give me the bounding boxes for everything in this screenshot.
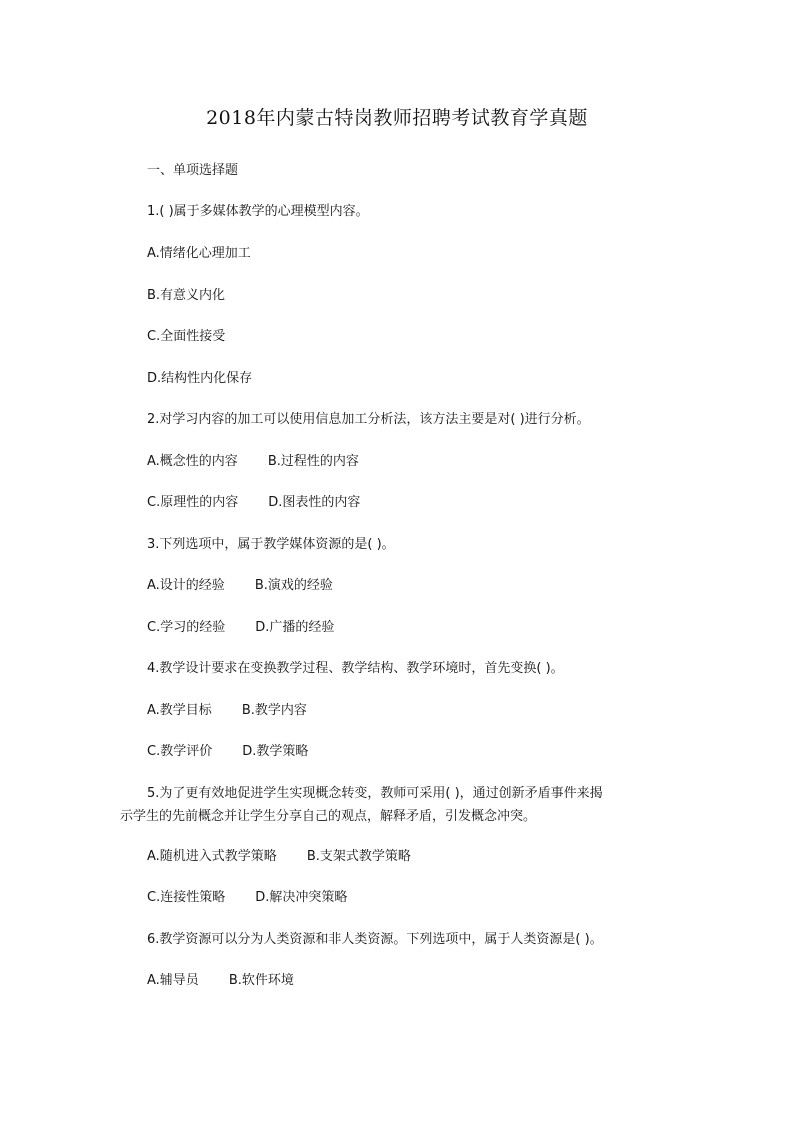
- question-2-option-d: D.图表性的内容: [268, 495, 361, 510]
- question-6-options-row-1: [147, 971, 294, 991]
- question-5-stem-line-2: 示学生的先前概念并让学生分享自己的观点，解释矛盾，引发概念冲突。: [120, 809, 537, 824]
- question-1-option-b: B.有意义内化: [147, 288, 226, 303]
- question-4-option-a: A.教学目标: [147, 703, 212, 718]
- question-3-options-row-2: [147, 618, 334, 638]
- question-5-options-row-1: [147, 847, 411, 867]
- question-3-option-d: D.广播的经验: [255, 620, 335, 635]
- question-1-option-d: D.结构性内化保存: [147, 371, 253, 386]
- question-2-option-b: B.过程性的内容: [267, 454, 359, 469]
- section-heading: 一、单项选择题: [147, 163, 239, 178]
- question-3-options-row-1: [147, 576, 333, 596]
- question-4-option-c: C.教学评价: [147, 744, 213, 759]
- question-2-option-a: A.概念性的内容: [147, 454, 238, 469]
- question-5-stem: [120, 784, 677, 827]
- question-2-options-row-1: [147, 452, 359, 472]
- question-2-stem: 2.对学习内容的加工可以使用信息加工分析法，该方法主要是对( )进行分析。: [147, 412, 590, 427]
- question-2-options-row-2: [147, 493, 360, 513]
- question-6-option-b: B.软件环境: [228, 973, 294, 988]
- question-3-stem: 3.下列选项中，属于教学媒体资源的是( )。: [147, 537, 395, 552]
- question-1-stem: 1.( )属于多媒体教学的心理模型内容。: [147, 204, 369, 219]
- question-5-option-d: D.解决冲突策略: [255, 890, 348, 905]
- question-5-option-b: B.支架式教学策略: [306, 849, 411, 864]
- question-4-options-row-2: [147, 742, 308, 762]
- question-4-options-row-1: [147, 701, 307, 721]
- question-5-option-c: C.连接性策略: [147, 890, 226, 905]
- question-5-option-a: A.随机进入式教学策略: [147, 849, 277, 864]
- question-4-option-d: D.教学策略: [242, 744, 309, 759]
- question-6-stem: 6.教学资源可以分为人类资源和非人类资源。下列选项中，属于人类资源是( )。: [147, 932, 603, 947]
- question-3-option-a: A.设计的经验: [147, 578, 225, 593]
- question-3-option-b: B.演戏的经验: [254, 578, 333, 593]
- question-5-stem-line-1: 5.为了更有效地促进学生实现概念转变，教师可采用( )，通过创新矛盾事件来揭: [147, 786, 603, 801]
- question-3-option-c: C.学习的经验: [147, 620, 226, 635]
- question-4-option-b: B.教学内容: [241, 703, 307, 718]
- question-1-option-c: C.全面性接受: [147, 329, 226, 344]
- question-4-stem: 4.教学设计要求在变换教学过程、教学结构、教学环境时，首先变换( )。: [147, 661, 564, 676]
- question-2-option-c: C.原理性的内容: [147, 495, 239, 510]
- document-title: 2018年内蒙古特岗教师招聘考试教育学真题: [206, 107, 588, 129]
- question-1-option-a: A.情绪化心理加工: [147, 246, 251, 261]
- question-5-options-row-2: [147, 888, 347, 908]
- question-6-option-a: A.辅导员: [147, 973, 199, 988]
